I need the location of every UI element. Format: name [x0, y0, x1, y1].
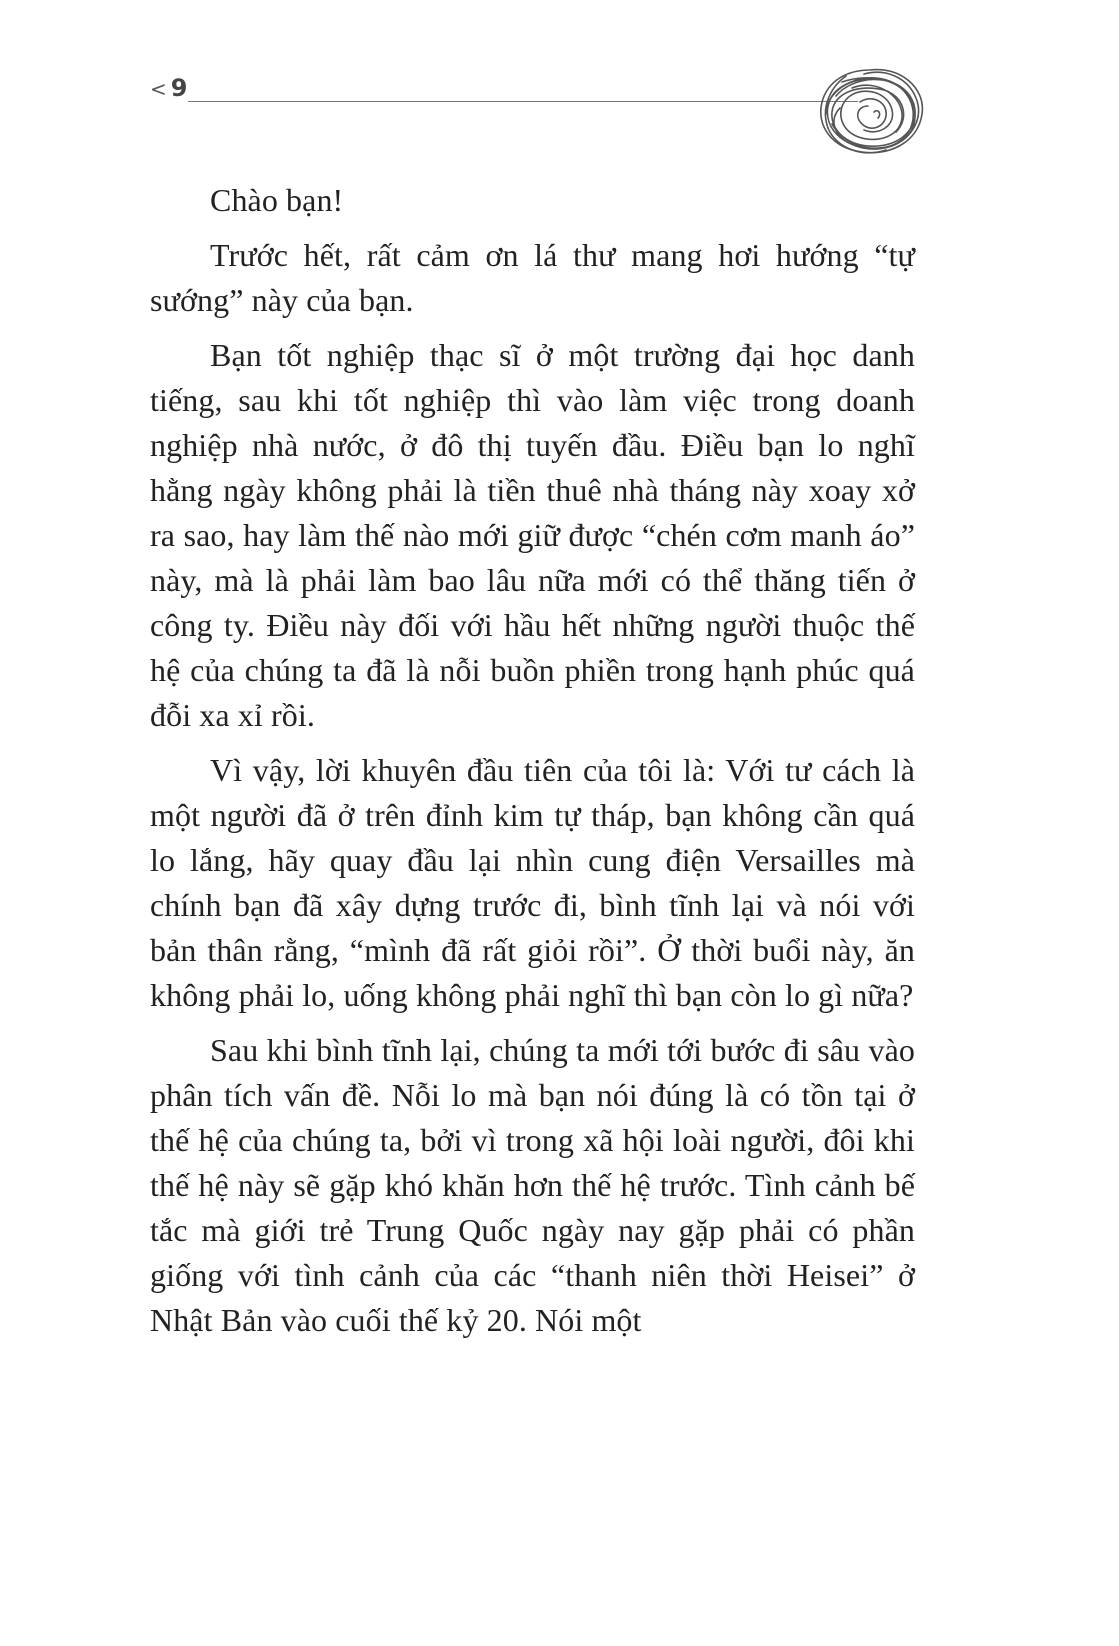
- paragraph: Sau khi bình tĩnh lại, chúng ta mới tới bước đi sâu vào phân tích vấn đề. Nỗi lo mà bạn nói đúng là có tồn tại ở thế hệ của chúng ta, bởi vì trong xã hội loài người, đôi khi thế hệ này sẽ gặp khó khăn hơn thế hệ trước. Tình cảnh bế tắc mà giới trẻ Trung Quốc ngày nay gặp phải có phần giống với tình cảnh của các “thanh niên thời Heisei” ở Nhật Bản vào cuối thế kỷ 20. Nói một: [150, 1032, 915, 1338]
- paragraph: Vì vậy, lời khuyên đầu tiên của tôi là: Với tư cách là một người đã ở trên đỉnh kim tự tháp, bạn không cần quá lo lắng, hãy quay đầu lại nhìn cung điện Versailles mà chính bạn đã xây dựng trước đi, bình tĩnh lại và nói với bản thân rằng, “mình đã rất giỏi rồi”. Ở thời buổi này, ăn không phải lo, uống không phải nghĩ thì bạn còn lo gì nữa?: [150, 752, 915, 1013]
- chevron-left-icon: <: [150, 77, 167, 101]
- page-body: [150, 178, 915, 1353]
- page-number: 9: [170, 74, 188, 102]
- page-marker: [150, 74, 187, 102]
- page-header: [150, 62, 980, 162]
- paragraph: Trước hết, rất cảm ơn lá thư mang hơi hướng “tự sướng” này của bạn.: [150, 237, 915, 318]
- header-divider: [188, 101, 858, 102]
- paragraph: Bạn tốt nghiệp thạc sĩ ở một trường đại học danh tiếng, sau khi tốt nghiệp thì vào làm việc trong doanh nghiệp nhà nước, ở đô thị tuyến đầu. Điều bạn lo nghĩ hằng ngày không phải là tiền thuê nhà tháng này xoay xở ra sao, hay làm thế nào mới giữ được “chén cơm manh áo” này, mà là phải làm bao lâu nữa mới có thể thăng tiến ở công ty. Điều này đối với hầu hết những người thuộc thế hệ của chúng ta đã là nỗi buồn phiền trong hạnh phúc quá đỗi xa xỉ rồi.: [150, 337, 915, 733]
- paragraph: Chào bạn!: [210, 182, 344, 218]
- scribble-icon: [812, 62, 930, 160]
